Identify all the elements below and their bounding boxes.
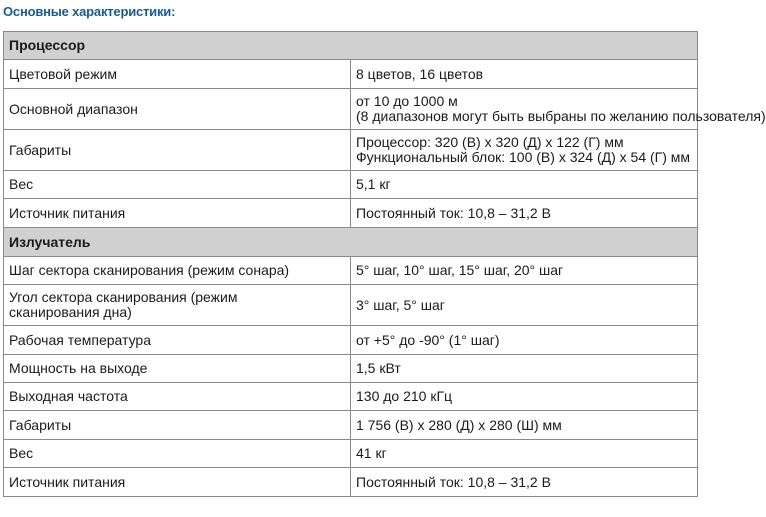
table-row	[4, 383, 698, 411]
section-header-transducer	[4, 228, 698, 257]
table-row	[4, 355, 698, 383]
row-label: Мощность на выходе	[4, 355, 351, 383]
row-value-line: Процессор: 320 (В) x 320 (Д) x 122 (Г) мм	[356, 134, 624, 150]
row-value: 5,1 кг	[351, 171, 698, 199]
page-title: Основные характеристики:	[3, 4, 176, 19]
row-value-line: Функциональный блок: 100 (В) x 324 (Д) x 54 (Г) мм	[356, 149, 691, 165]
section-heading: Процессор	[4, 32, 698, 60]
row-value: 130 до 210 кГц	[351, 383, 698, 411]
row-label: Вес	[4, 440, 351, 468]
table-row	[4, 130, 698, 171]
row-label: Вес	[4, 171, 351, 199]
row-label: Источник питания	[4, 468, 351, 497]
table-row	[4, 411, 698, 440]
row-value: 5° шаг, 10° шаг, 15° шаг, 20° шаг	[351, 257, 698, 285]
table-row	[4, 257, 698, 285]
table-row	[4, 326, 698, 355]
row-value: от +5° до -90° (1° шаг)	[351, 326, 698, 355]
table-row	[4, 171, 698, 199]
row-label: Габариты	[4, 411, 351, 440]
row-value: Постоянный ток: 10,8 – 31,2 В	[351, 468, 698, 497]
row-value: 8 цветов, 16 цветов	[351, 60, 698, 89]
row-label: Основной диапазон	[4, 89, 351, 130]
table-row	[4, 440, 698, 468]
table-row	[4, 285, 698, 326]
row-label-line: сканирования дна)	[9, 304, 132, 320]
spec-table	[3, 31, 766, 497]
row-value	[351, 89, 766, 130]
row-value: 1 756 (В) x 280 (Д) x 280 (Ш) мм	[351, 411, 698, 440]
table-row	[4, 60, 698, 89]
row-label	[4, 285, 351, 326]
row-label: Шаг сектора сканирования (режим сонара)	[4, 257, 351, 285]
row-value: Постоянный ток: 10,8 – 31,2 В	[351, 199, 698, 228]
row-label: Рабочая температура	[4, 326, 351, 355]
table-row	[4, 468, 698, 497]
row-label: Выходная частота	[4, 383, 351, 411]
row-value	[351, 130, 698, 171]
row-value: 3° шаг, 5° шаг	[351, 285, 698, 326]
row-value: 41 кг	[351, 440, 698, 468]
table-row	[4, 89, 698, 130]
row-label: Габариты	[4, 130, 351, 171]
row-label: Цветовой режим	[4, 60, 351, 89]
row-value: 1,5 кВт	[351, 355, 698, 383]
table-row	[4, 199, 698, 228]
row-label-line: Угол сектора сканирования (режим	[9, 289, 238, 305]
row-value-line: от 10 до 1000 м	[356, 93, 458, 109]
row-label: Источник питания	[4, 199, 351, 228]
row-value-line: (8 диапазонов могут быть выбраны по желанию пользователя)	[356, 108, 766, 124]
section-header-processor	[4, 32, 698, 60]
section-heading: Излучатель	[4, 228, 698, 257]
